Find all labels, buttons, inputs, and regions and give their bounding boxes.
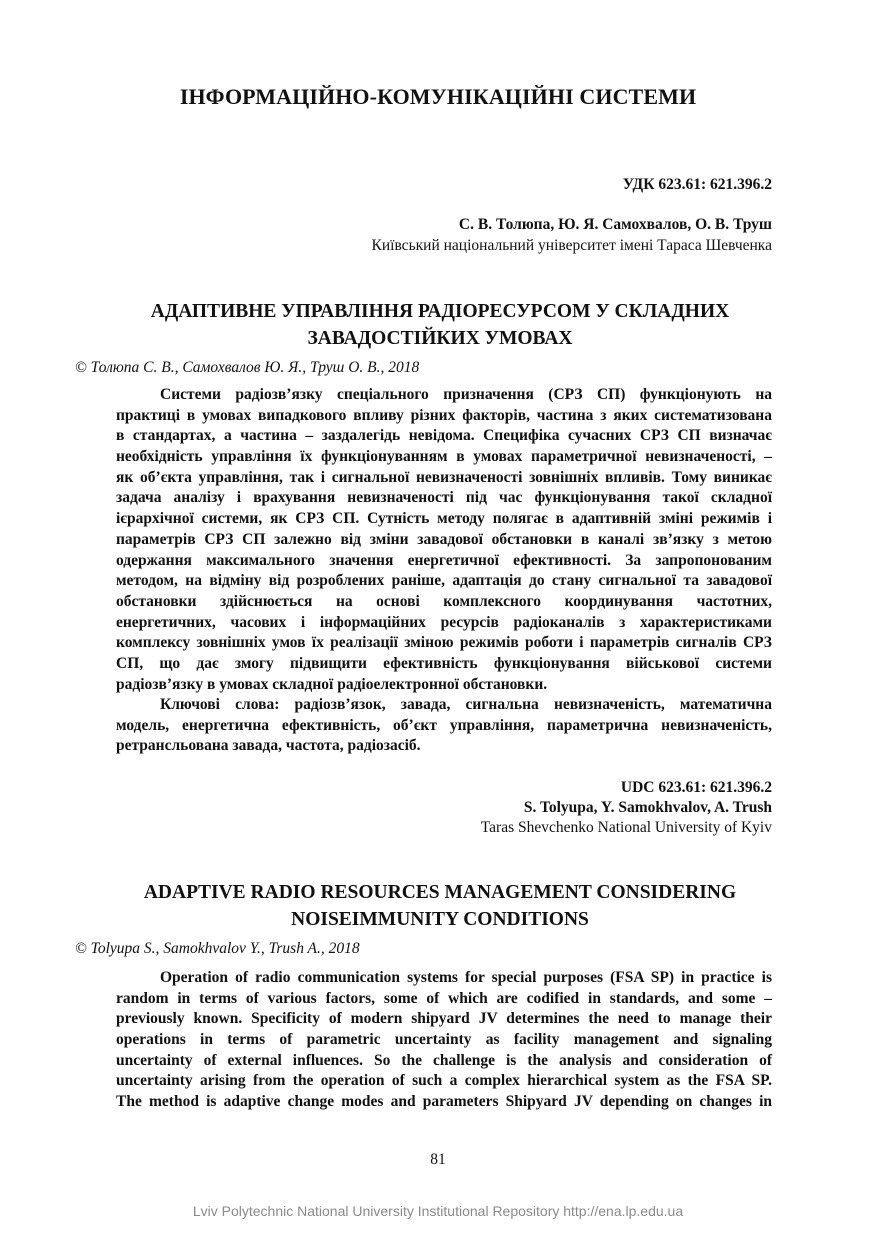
abstract-line: uncertainty of external influences. So the challenge is the analysis and consideration of — [116, 1051, 772, 1069]
abstract-line: методом, на відміну від розроблених раніше, адаптація до стану сигнальної та завадової — [116, 572, 772, 590]
keywords-uk — [116, 695, 772, 757]
abstract-line: uncertainty arising from the operation of such a complex hierarchical system as the FSA SP. — [116, 1072, 772, 1090]
copyright-uk: © Толюпа С. В., Самохвалов Ю. Я., Труш О. В., 2018 — [75, 359, 420, 376]
keywords-line: Ключові слова: радіозв’язок, завада, сигнальна невизначеність, математична — [160, 696, 772, 713]
abstract-line: Operation of radio communication systems for special purposes (FSA SP) in practice is — [160, 969, 772, 986]
article-title-en — [60, 879, 820, 933]
abstract-line: Системи радіозв’язку спеціального призначення (СРЗ СП) функціонують на — [160, 386, 772, 403]
abstract-line: необхідність управління їх функціонуванням в умовах параметричної невизначеності, – — [116, 448, 772, 466]
copyright-en: © Tolyupa S., Samokhvalov Y., Trush A., 2018 — [75, 940, 360, 957]
abstract-line: радіозв’язку в умовах складної радіоелектронної обстановки. — [116, 675, 548, 693]
abstract-line: задача аналізу і врахування невизначеності під час функціонування такої складної — [116, 489, 772, 507]
keywords-line: модель, енергетична ефективність, об’єкт управління, параметрична невизначеність, — [116, 716, 772, 734]
abstract-line: практиці в умовах випадкового впливу різних факторів, частина з яких систематизована — [116, 406, 772, 424]
abstract-line: комплексу зовнішніх умов їх реалізації зміною режимів роботи і параметрів сигналів СРЗ — [116, 634, 772, 652]
title-line: ЗАВАДОСТІЙКИХ УМОВАХ — [307, 328, 573, 349]
abstract-line: як об’єкта управління, так і сигнальної невизначеності зовнішніх впливів. Тому виникає — [116, 468, 772, 486]
abstract-line: СП, що дає змогу підвищити ефективність функціонування військової системи — [116, 654, 772, 672]
section-heading: ІНФОРМАЦІЙНО-КОМУНІКАЦІЙНІ СИСТЕМИ — [179, 84, 697, 109]
udk-code: УДК 623.61: 621.396.2 — [622, 176, 772, 193]
abstract-line: previously known. Specificity of modern shipyard JV determines the need to manage their — [116, 1010, 772, 1028]
title-line: NOISEIMMUNITY CONDITIONS — [291, 909, 589, 930]
repository-footer: Lviv Polytechnic National University Institutional Repository http://ena.lp.edu.ua — [192, 1203, 684, 1219]
title-line: ADAPTIVE RADIO RESOURCES MANAGEMENT CONSIDERING — [143, 882, 737, 903]
page-number: 81 — [430, 1151, 446, 1168]
authors-uk: С. В. Толюпа, Ю. Я. Самохвалов, О. В. Труш — [458, 216, 772, 233]
abstract-line: в стандартах, а частина – заздалегідь невідома. Специфіка сучасних СРЗ СП визначає — [116, 427, 772, 445]
abstract-line: одержання максимального значення енергетичної ефективності. За запропонованим — [116, 551, 772, 569]
keywords-line: ретрансльована завада, частота, радіозасіб. — [116, 737, 421, 755]
abstract-line: ієрархічної системи, як СРЗ СП. Сутність методу полягає в адаптивній зміні режимів і — [116, 510, 772, 528]
abstract-line: operations in terms of parametric uncertainty as facility management and signaling — [116, 1031, 772, 1049]
abstract-line: The method is adaptive change modes and parameters Shipyard JV depending on changes in — [116, 1093, 772, 1111]
title-line: АДАПТИВНЕ УПРАВЛІННЯ РАДІОРЕСУРСОМ У СКЛАДНИХ — [150, 301, 730, 322]
abstract-en — [116, 968, 772, 1113]
abstract-line: random in terms of various factors, some of which are codified in standards, and some – — [116, 989, 772, 1007]
affiliation-en: Taras Shevchenko National University of Kyiv — [480, 819, 772, 836]
affiliation-uk: Київський національний університет імені Тараса Шевченка — [371, 237, 772, 254]
authors-en: S. Tolyupa, Y. Samokhvalov, A. Trush — [523, 799, 772, 816]
abstract-line: обстановки здійснюється на основі комплексного координування частотних, — [116, 592, 772, 610]
abstract-uk — [116, 385, 772, 695]
abstract-line: енергетичних, часових і інформаційних ресурсів радіоканалів з характеристиками — [116, 613, 772, 631]
abstract-line: параметрів СРЗ СП залежно від зміни завадової обстановки в каналі зв’язку з метою — [116, 530, 772, 548]
article-title-uk — [60, 298, 820, 352]
udc-code: UDC 623.61: 621.396.2 — [620, 779, 772, 796]
